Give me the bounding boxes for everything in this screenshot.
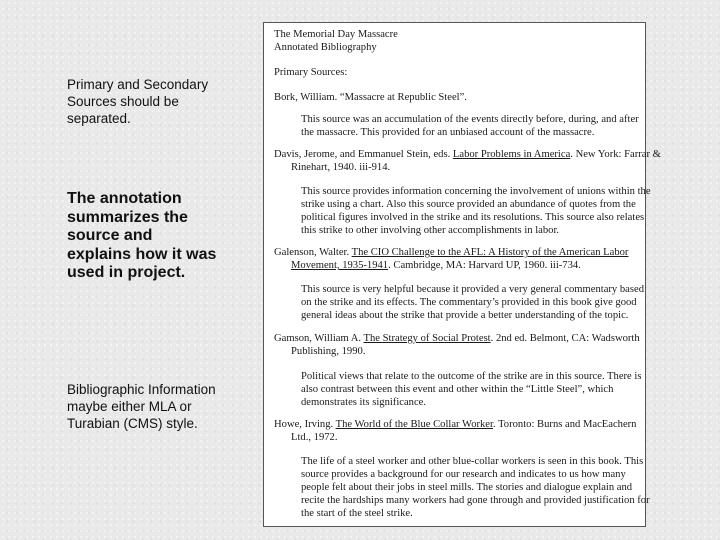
doc-subtitle: Annotated Bibliography: [274, 42, 377, 53]
citation-line: [291, 161, 390, 174]
annotation-line: This source provides information concerning the involvement of unions within the: [301, 186, 651, 197]
citation-text: . New York: Farrar &: [570, 149, 661, 160]
citation-line: [274, 148, 661, 161]
annotation-line: demonstrates its significance.: [301, 397, 427, 408]
citation-title: The World of the Blue Collar Worker: [335, 419, 493, 430]
citation-text: . Toronto: Burns and MacEachern: [492, 419, 637, 430]
note-annotation: The annotation summarizes the source and explains how it was used in project.: [67, 190, 217, 281]
citation-text: . Cambridge, MA: Harvard UP, 1960. iii-734.: [388, 260, 581, 271]
citation-title: The CIO Challenge to the AFL: A History of the American Labor: [351, 247, 629, 258]
doc-title: The Memorial Day Massacre: [274, 29, 398, 40]
annotation-line: strike using a chart. Also this source provided an abundance of quotes from the: [301, 199, 636, 210]
citation-text: Gamson, William A.: [274, 333, 364, 344]
annotation-line: the massacre. This provided for an unbiased account of the massacre.: [301, 127, 595, 138]
citation-line: [291, 431, 338, 444]
annotation-line: also contrast between this event and other within the “Little Steel”, which: [301, 384, 614, 395]
citation-text: Bork, William. “Massacre at Republic Steel”.: [274, 92, 467, 103]
citation-line: [274, 246, 628, 259]
citation-text: Publishing, 1990.: [291, 346, 366, 357]
annotation-line: people felt about their jobs in steel mills. The stories and dialogue explain and: [301, 482, 633, 493]
annotation-line: recite the hardships many workers had gone through and provided justification for: [301, 495, 650, 506]
citation-title: The Strategy of Social Protest: [363, 333, 491, 344]
citation-text: Galenson, Walter.: [274, 247, 352, 258]
citation-title: Labor Problems in America: [452, 149, 571, 160]
annotation-line: general ideas about the strike that provide a better understanding of the topic.: [301, 310, 629, 321]
citation-text: Davis, Jerome, and Emmanuel Stein, eds.: [274, 149, 453, 160]
bibliography-page: [263, 22, 661, 527]
citation-line: [291, 259, 581, 272]
annotation-line: on the strike and its effects. The commentary’s provided in this book give good: [301, 297, 637, 308]
citation-line: [274, 332, 640, 345]
note-primary-secondary: Primary and Secondary Sources should be separated.: [67, 77, 209, 126]
note-bibliographic: Bibliographic Information maybe either MLA or Turabian (CMS) style.: [67, 382, 216, 431]
citation-text: Howe, Irving.: [274, 419, 336, 430]
citation-title: Movement, 1935-1941: [291, 260, 389, 271]
citation-line: [274, 91, 467, 104]
annotation-line: the start of the steel strike.: [301, 508, 413, 519]
citation-line: [291, 345, 365, 358]
section-heading: Primary Sources:: [274, 67, 348, 78]
annotation-line: The life of a steel worker and other blue-collar workers is seen in this book. This: [301, 456, 644, 467]
annotation-line: this strike to other involving other accomplishments in labor.: [301, 225, 560, 236]
citation-text: Rinehart, 1940. iii-914.: [291, 162, 391, 173]
annotation-line: Political views that relate to the outcome of the strike are in this source. There is: [301, 371, 642, 382]
citation-text: Ltd., 1972.: [291, 432, 338, 443]
annotation-line: This source is very helpful because it provided a very general commentary based: [301, 284, 644, 295]
citation-text: . 2nd ed. Belmont, CA: Wadsworth: [490, 333, 640, 344]
citation-line: [274, 418, 636, 431]
annotation-line: source provides a background for our research and indicates to us how many: [301, 469, 626, 480]
annotation-line: This source was an accumulation of the events directly before, during, and after: [301, 114, 639, 125]
annotation-line: political figures involved in the strike and its resolutions. This source also relates: [301, 212, 645, 223]
